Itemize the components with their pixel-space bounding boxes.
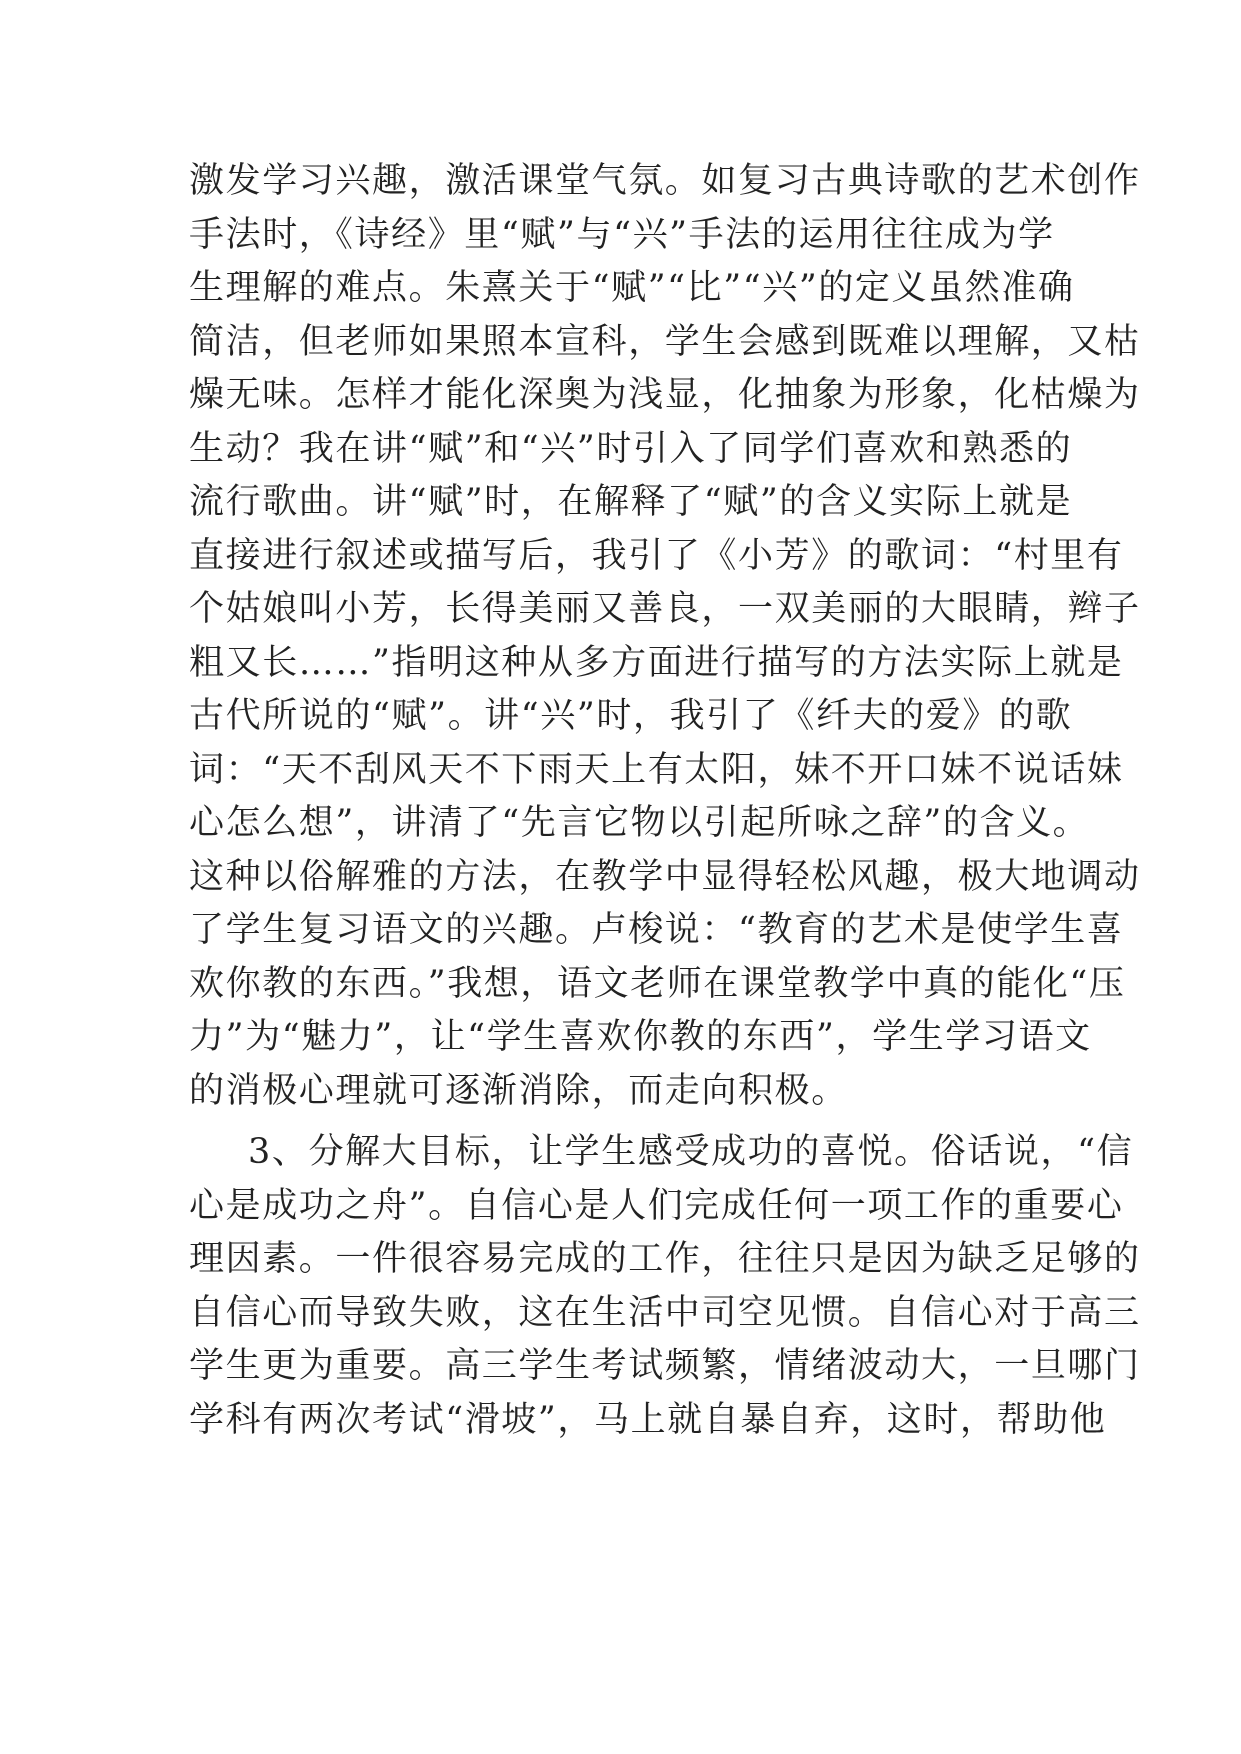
- paragraph-1: [189, 155, 1141, 1118]
- text-line: 燥无味。怎样才能化深奥为浅显，化抽象为形象，化枯燥为: [189, 375, 1141, 415]
- text-line: 心怎么想”，讲清了“先言它物以引起所咏之辞”的含义。: [189, 803, 1090, 843]
- text-line: 简洁，但老师如果照本宣科，学生会感到既难以理解，又枯: [189, 321, 1141, 362]
- text-line: 手法时，《诗经》里“赋”与“兴”手法的运用往往成为学: [189, 214, 1055, 255]
- text-line: 3、分解大目标，让学生感受成功的喜悦。俗话说，“信: [248, 1132, 1134, 1172]
- text-line: 个姑娘叫小芳，长得美丽又善良，一双美丽的大眼睛，辫子: [189, 589, 1141, 629]
- text-line: 力”为“魅力”，让“学生喜欢你教的东西”，学生学习语文: [189, 1017, 1092, 1057]
- text-line: 粗又长……”指明这种从多方面进行描写的方法实际上就是: [189, 642, 1124, 683]
- text-line: 欢你教的东西。”我想，语文老师在课堂教学中真的能化“压: [189, 963, 1126, 1004]
- paragraph-gap: [189, 1118, 1059, 1126]
- text-line: 直接进行叙述或描写后，我引了《小芳》的歌词：“村里有: [189, 535, 1124, 576]
- text-line: 生理解的难点。朱熹关于“赋”“比”“兴”的定义虽然准确: [189, 268, 1075, 308]
- text-line: 词：“天不刮风天不下雨天上有太阳，妹不开口妹不说话妹: [189, 749, 1124, 790]
- text-line: 的消极心理就可逐渐消除，而走向积极。: [189, 1070, 848, 1111]
- text-line: 流行歌曲。讲“赋”时，在解释了“赋”的含义实际上就是: [189, 482, 1073, 522]
- text-line: 学科有两次考试“滑坡”，马上就自暴自弃，这时，帮助他: [189, 1399, 1107, 1440]
- text-line: 这种以俗解雅的方法，在教学中显得轻松风趣，极大地调动: [189, 856, 1141, 897]
- text-line: 激发学习兴趣，激活课堂气氛。如复习古典诗歌的艺术创作: [189, 161, 1141, 201]
- text-line: 理因素。一件很容易完成的工作，往往只是因为缺乏足够的: [189, 1239, 1141, 1279]
- text-line: 了学生复习语文的兴趣。卢梭说：“教育的艺术是使学生喜: [189, 910, 1124, 950]
- document-body: [189, 155, 1141, 1447]
- paragraph-2: [189, 1126, 1141, 1447]
- text-line: 心是成功之舟”。自信心是人们完成任何一项工作的重要心: [189, 1185, 1124, 1226]
- text-line: 学生更为重要。高三学生考试频繁，情绪波动大，一旦哪门: [189, 1346, 1141, 1386]
- text-line: 古代所说的“赋”。讲“兴”时，我引了《纤夫的爱》的歌: [189, 696, 1073, 736]
- text-line: 自信心而导致失败，这在生活中司空见惯。自信心对于高三: [189, 1292, 1141, 1333]
- text-line: 生动？我在讲“赋”和“兴”时引入了同学们喜欢和熟悉的: [189, 428, 1073, 469]
